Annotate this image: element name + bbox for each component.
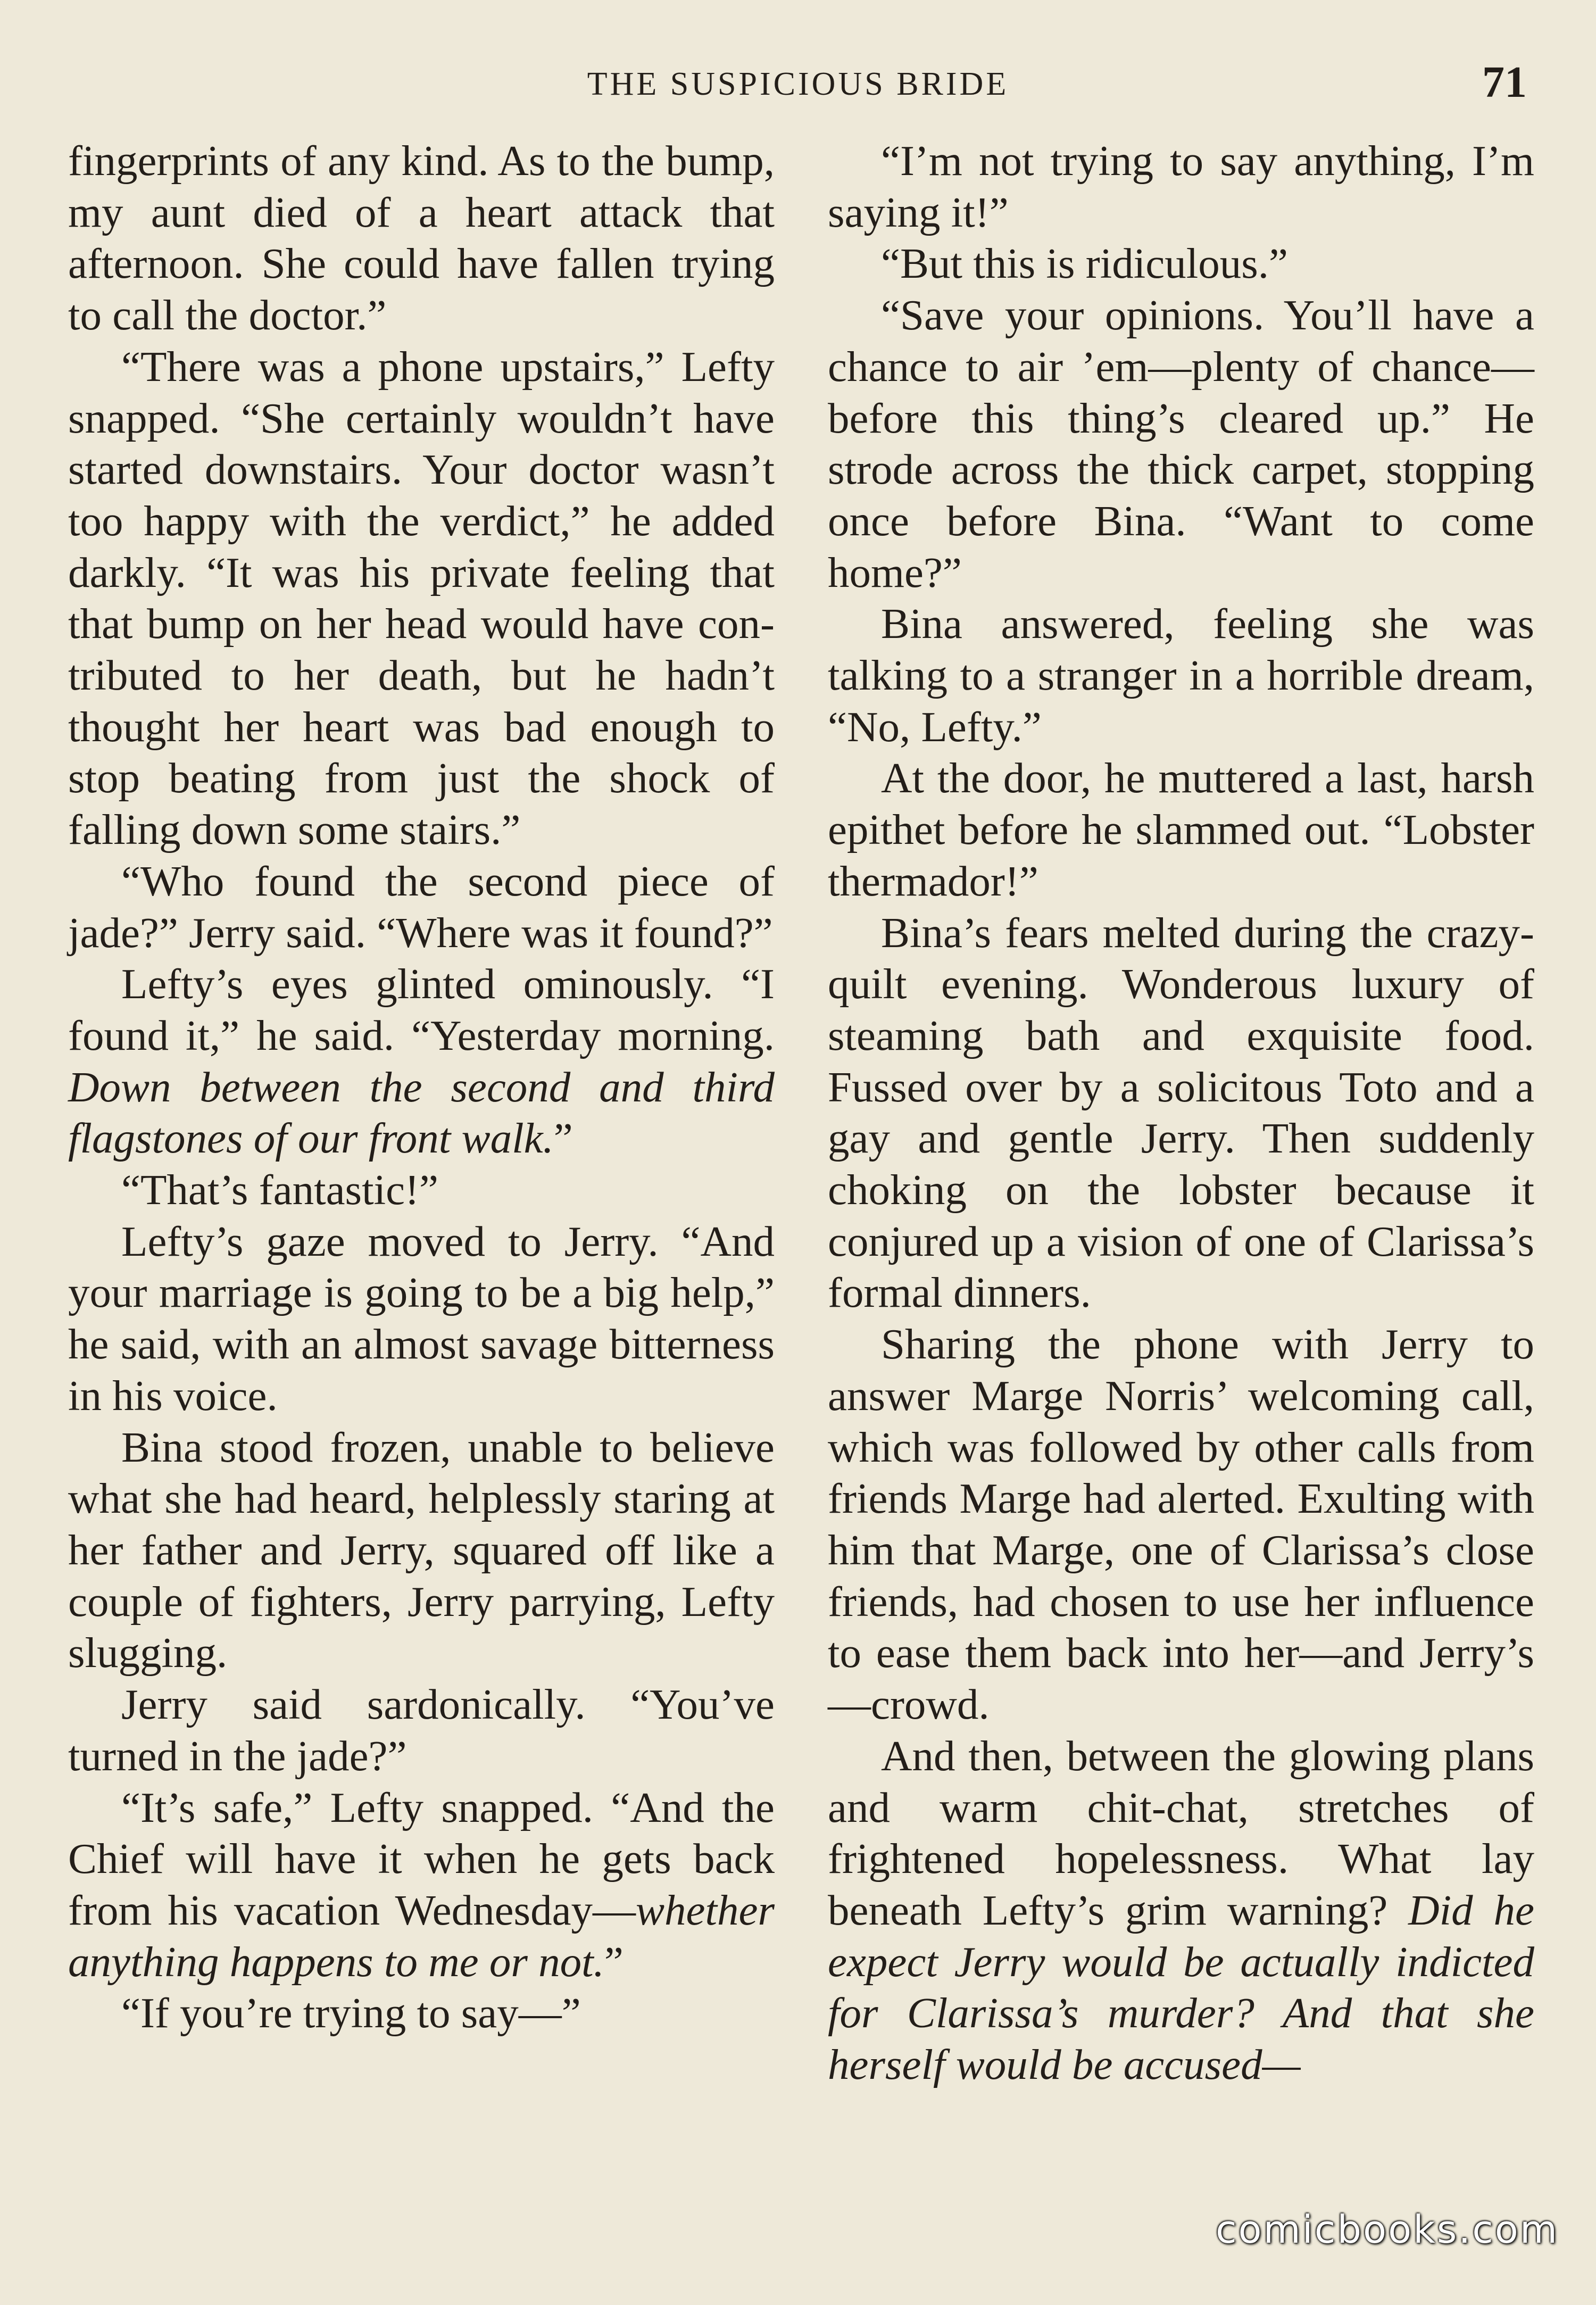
text-run: Bina’s fears melted during the crazy-quilt evening. Wonderous luxury of steaming bath and exquisite food. Fussed over by a solicitous Toto and a gay and gentle Jerry. Then suddenly choking on the lobster because it conjured up a vision of one of Clarissa’s formal dinners.	[828, 908, 1534, 1317]
text-run: “It’s safe,” Lefty snapped. “And the Chief will have it when he gets back from his vacation Wednesday—	[68, 1783, 775, 1934]
paragraph	[828, 1319, 1534, 1730]
text-run: “But this is ridiculous.”	[881, 239, 1288, 288]
text-run: At the door, he muttered a last, harsh epithet before he slammed out. “Lobster thermador!”	[828, 754, 1534, 905]
paragraph	[828, 598, 1534, 752]
paragraph	[68, 1987, 775, 2039]
paragraph	[68, 856, 775, 958]
text-run: Jerry said sardonically. “You’ve turned in the jade?”	[68, 1680, 775, 1780]
text-run: ”	[604, 1937, 624, 1986]
italic-text: Down between the second and third flagstones of our front walk.	[68, 1063, 775, 1163]
running-head-title: THE SUSPICIOUS BRIDE	[587, 66, 1009, 102]
text-run: “Save your opinions. You’ll have a chance to air ’em—plenty of chance—before this thing’s cleared up.” He strode across the thick carpet, stopping once before Bina. “Want to come home?”	[828, 291, 1534, 596]
text-run: Lefty’s eyes glinted ominously. “I found it,” he said. “Yesterday morning.	[68, 960, 775, 1059]
text-run: And then, between the glowing plans and warm chit-chat, stretches of frightened hopelessness. What lay beneath Lefty’s grim warning?	[828, 1731, 1534, 1934]
text-run: Bina stood frozen, unable to believe what she had heard, helplessly staring at her father and Jerry, squared off like a couple of fighters, Jerry parrying, Lefty slugging.	[68, 1423, 775, 1677]
italic-text: Did he expect Jerry would be actually indicted for Clarissa’s murder? And that she herself would be accused—	[828, 1886, 1535, 2089]
text-run: “I’m not trying to say anything, I’m saying it!”	[828, 137, 1534, 236]
left-column	[68, 135, 775, 2039]
italic-text: whether anything happens to me or not.	[68, 1886, 775, 1986]
page-number: 71	[1482, 57, 1527, 107]
paragraph	[68, 1422, 775, 1679]
text-run: “If you’re trying to say—”	[121, 1989, 581, 2037]
paragraph	[68, 1782, 775, 1988]
paragraph	[68, 135, 775, 341]
text-run: “There was a phone upstairs,” Lefty snapped. “She certainly wouldn’t have started downstairs. Your doctor wasn’t too happy with the verdict,” he added darkly. “It was his private feeling that that bump on her head would have contributed to her death, but he hadn’t thought her heart was bad enough to stop beating from just the shock of falling down some stairs.”	[68, 342, 775, 854]
paragraph	[68, 958, 775, 1164]
paragraph	[68, 1679, 775, 1781]
paragraph	[828, 135, 1534, 238]
text-run: Lefty’s gaze moved to Jerry. “And your marriage is going to be a big help,” he said, with an almost savage bitterness in his voice.	[68, 1217, 775, 1420]
text-run: “Who found the second piece of jade?” Jerry said. “Where was it found?”	[68, 857, 775, 957]
paragraph	[828, 1730, 1534, 2091]
text-run: Bina answered, feeling she was talking to a stranger in a horrible dream, “No, Lefty.”	[828, 600, 1534, 751]
text-run: fingerprints of any kind. As to the bump, my aunt died of a heart attack that afternoon. She could have fallen trying to call the doctor.”	[68, 137, 775, 339]
paragraph	[828, 238, 1534, 289]
watermark-logo: comicbooks.com	[1215, 2207, 1559, 2252]
paragraph	[68, 341, 775, 856]
text-run: ”	[553, 1114, 573, 1163]
paragraph	[68, 1216, 775, 1422]
paragraph	[828, 289, 1534, 598]
text-run: “That’s fantastic!”	[121, 1166, 438, 1214]
text-run: Sharing the phone with Jerry to answer Marge Norris’ welcoming call, which was followed by other calls from friends Marge had alerted. Exulting with him that Marge, one of Clarissa’s close friends, had chosen to use her influence to ease them back into her—and Jerry’s—crowd.	[828, 1320, 1534, 1729]
paragraph	[828, 752, 1534, 907]
paragraph	[68, 1164, 775, 1216]
paragraph	[828, 907, 1534, 1319]
right-column	[828, 135, 1534, 2091]
